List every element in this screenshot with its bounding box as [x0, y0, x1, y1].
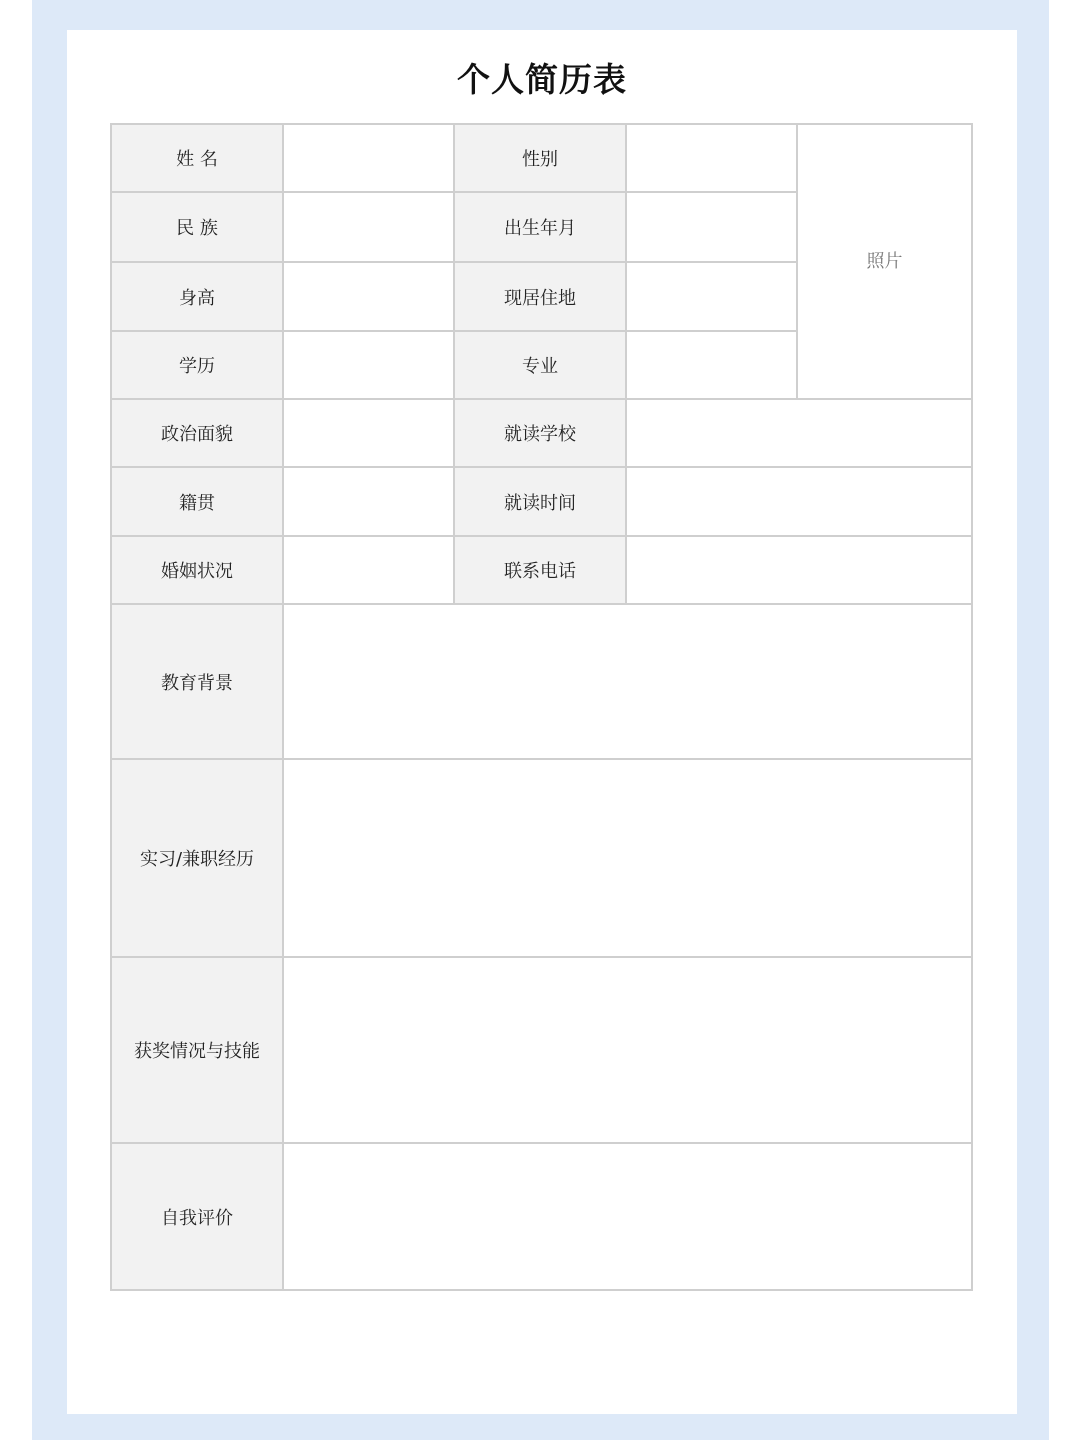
- label-phone: 联系电话: [454, 536, 626, 604]
- photo-label: 照片: [866, 250, 903, 272]
- internship-cell[interactable]: [283, 759, 972, 957]
- table-row: [111, 604, 972, 759]
- gender-value-cell[interactable]: [626, 124, 797, 192]
- ethnicity-value-cell[interactable]: [283, 192, 454, 262]
- hometown-value-cell[interactable]: [283, 467, 454, 536]
- label-ethnicity: 民 族: [111, 192, 283, 262]
- table-row: [111, 1143, 972, 1290]
- study-period-value-cell[interactable]: [626, 467, 972, 536]
- label-political: 政治面貌: [111, 399, 283, 467]
- name-value-cell[interactable]: [283, 124, 454, 192]
- birth-value-cell[interactable]: [626, 192, 797, 262]
- label-birth: 出生年月: [454, 192, 626, 262]
- table-row: [111, 759, 972, 957]
- residence-value-cell[interactable]: [626, 262, 797, 331]
- label-education-background: 教育背景: [111, 604, 283, 759]
- label-internship: 实习/兼职经历: [111, 759, 283, 957]
- label-height: 身高: [111, 262, 283, 331]
- page-title: 个人简历表: [457, 60, 627, 99]
- resume-table: [110, 123, 973, 1291]
- table-row: [111, 957, 972, 1143]
- label-major: 专业: [454, 331, 626, 399]
- label-gender: 性别: [454, 124, 626, 192]
- label-self-evaluation: 自我评价: [111, 1143, 283, 1290]
- label-name-text: 姓 名: [176, 149, 218, 170]
- table-row: [111, 467, 972, 536]
- awards-skills-cell[interactable]: [283, 957, 972, 1143]
- height-value-cell[interactable]: [283, 262, 454, 331]
- education-background-cell[interactable]: [283, 604, 972, 759]
- label-awards-skills: 获奖情况与技能: [111, 957, 283, 1143]
- marital-value-cell[interactable]: [283, 536, 454, 604]
- political-value-cell[interactable]: [283, 399, 454, 467]
- photo-cell[interactable]: [797, 124, 972, 399]
- label-residence: 现居住地: [454, 262, 626, 331]
- self-evaluation-cell[interactable]: [283, 1143, 972, 1290]
- education-level-value-cell[interactable]: [283, 331, 454, 399]
- table-row: [111, 536, 972, 604]
- label-hometown: 籍贯: [111, 467, 283, 536]
- table-row: [111, 399, 972, 467]
- phone-value-cell[interactable]: [626, 536, 972, 604]
- label-school: 就读学校: [454, 399, 626, 467]
- label-name: [111, 124, 283, 192]
- major-value-cell[interactable]: [626, 331, 797, 399]
- label-study-period: 就读时间: [454, 467, 626, 536]
- table-row: [111, 124, 972, 192]
- label-marital: 婚姻状况: [111, 536, 283, 604]
- school-value-cell[interactable]: [626, 399, 972, 467]
- label-education-level: 学历: [111, 331, 283, 399]
